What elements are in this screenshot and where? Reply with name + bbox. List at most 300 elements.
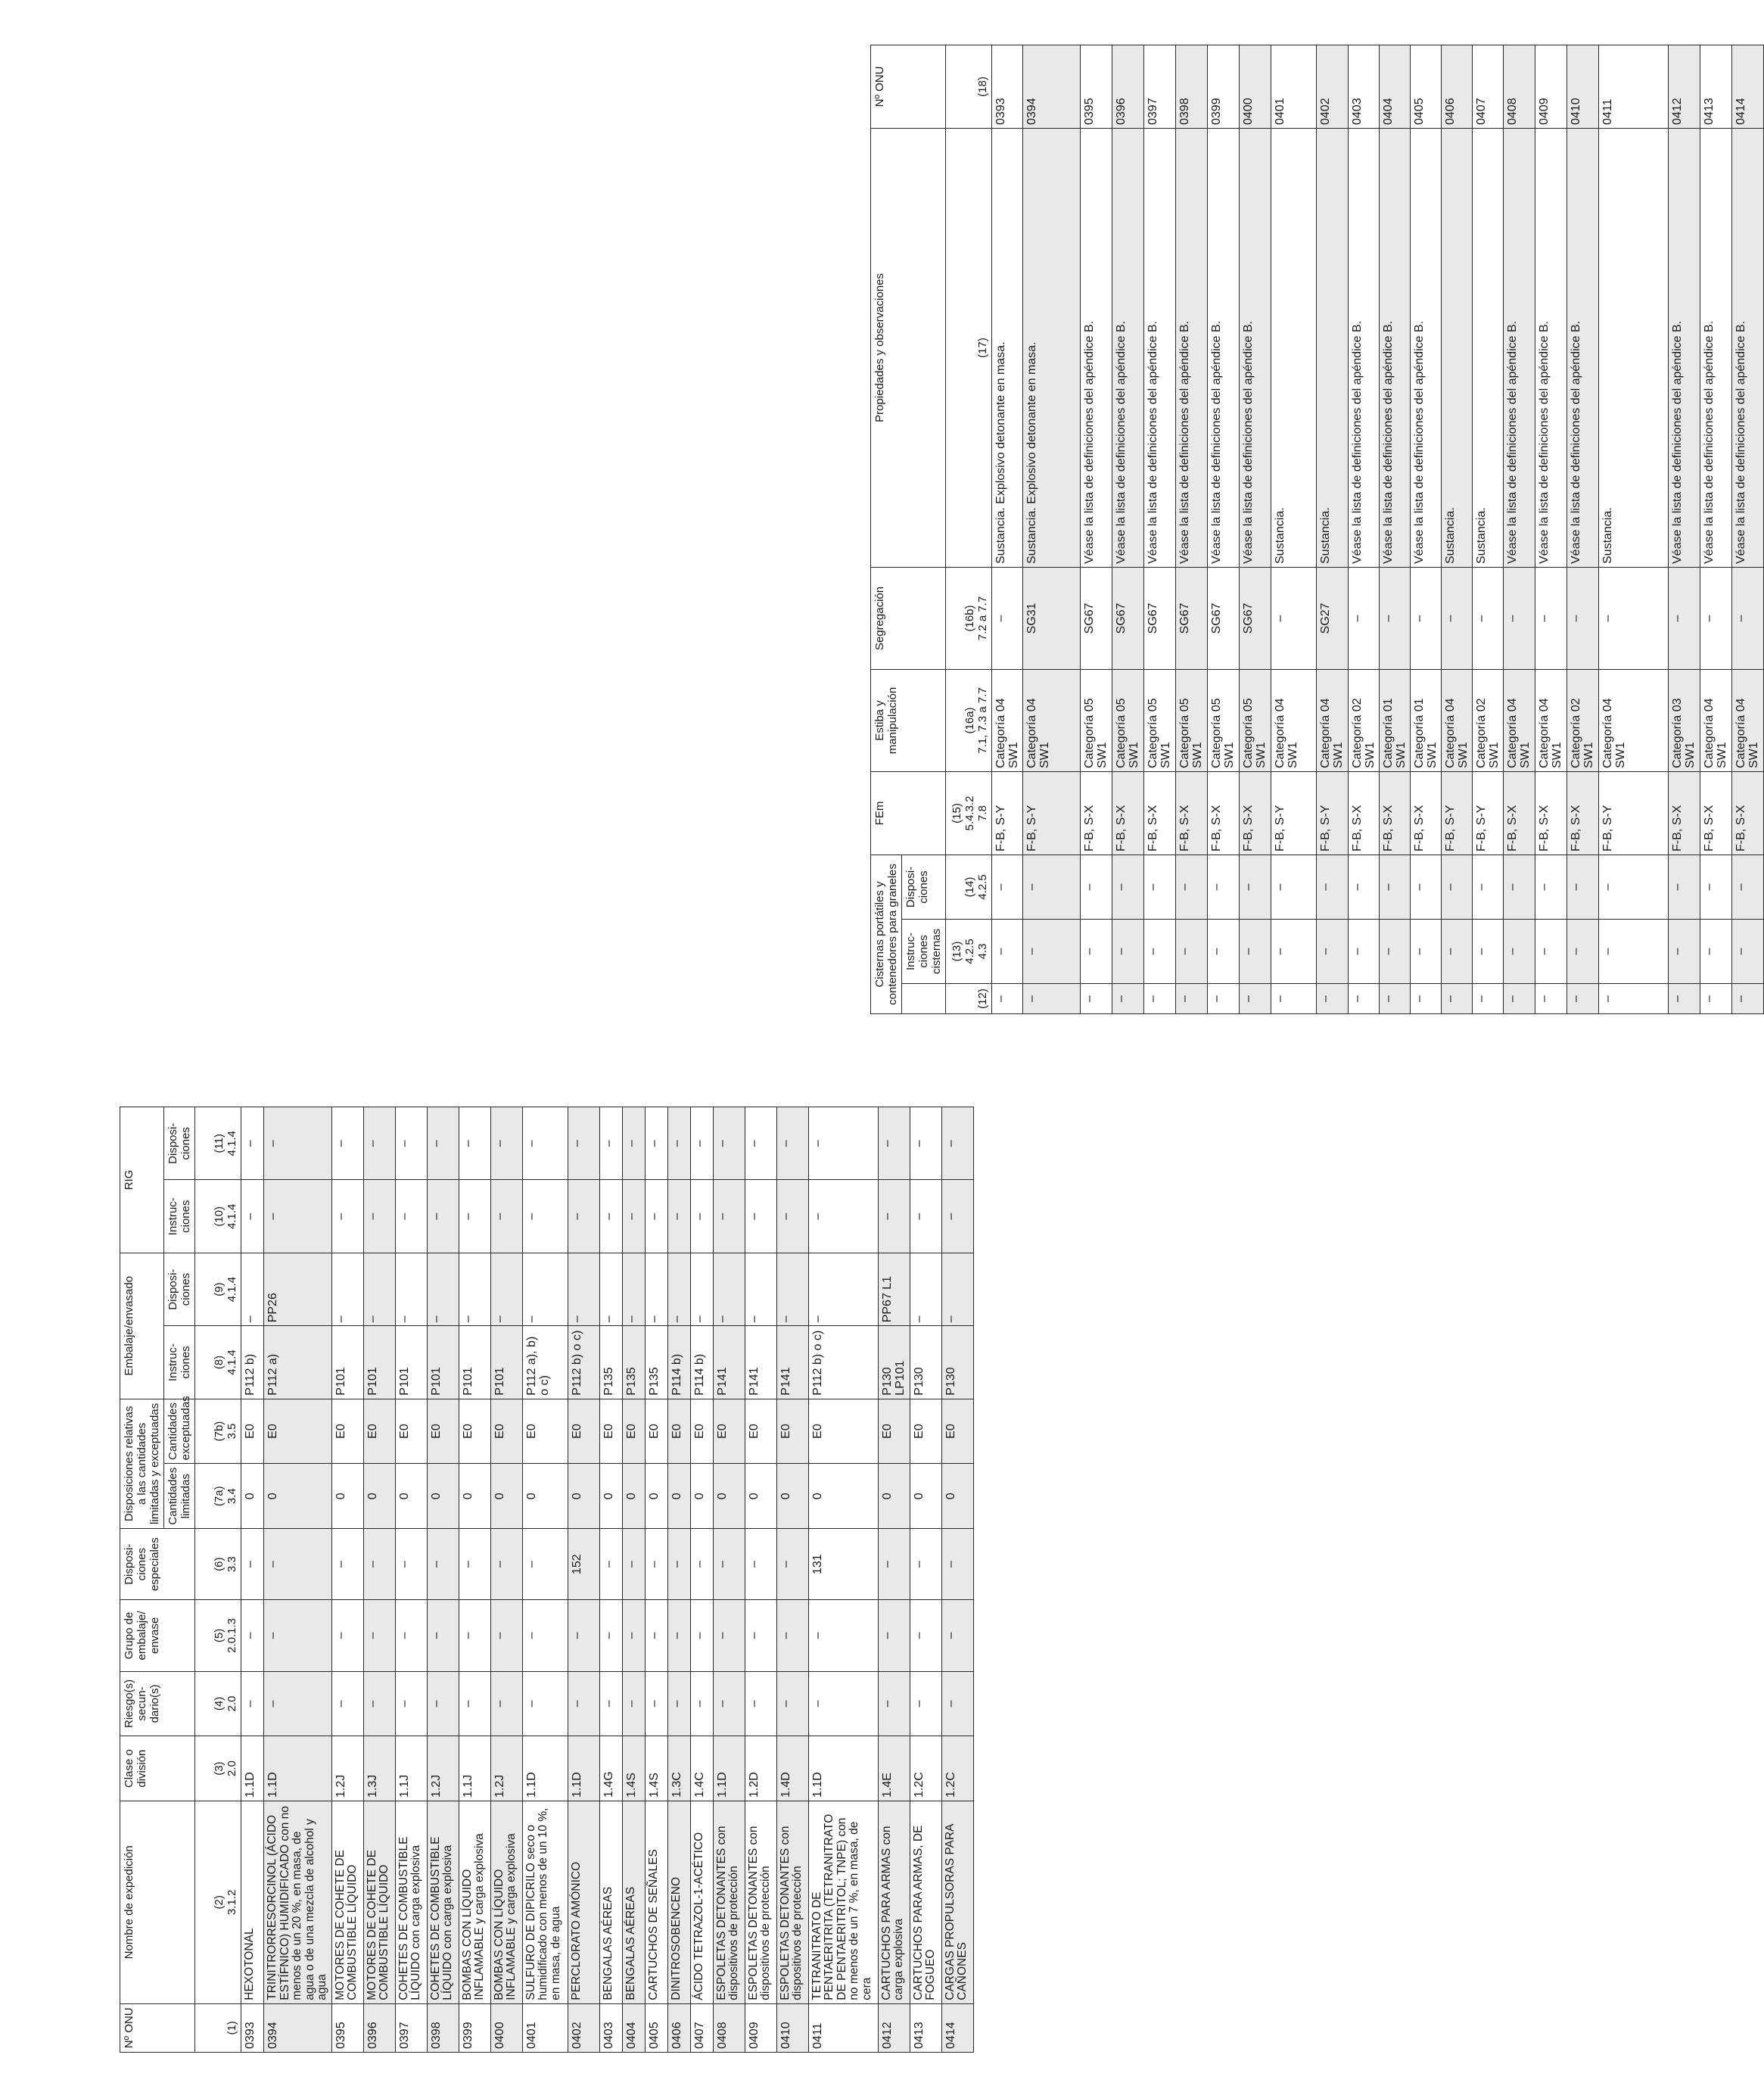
cell-c12: – bbox=[1349, 984, 1380, 1014]
cell-obs: Sustancia. Explosivo detonante en masa. bbox=[992, 129, 1023, 568]
table-row bbox=[1144, 45, 1176, 1014]
cell-lq: 0 bbox=[713, 1464, 745, 1529]
cell-c14: – bbox=[1081, 855, 1112, 920]
col-header-excepted-qty: Cantidades exceptuadas bbox=[164, 1399, 195, 1464]
cell-pp: – bbox=[941, 1253, 973, 1325]
cell-cls: 1.4G bbox=[599, 1736, 622, 1801]
cell-onu: 0411 bbox=[1599, 45, 1669, 129]
cell-cls: 1.2C bbox=[941, 1736, 973, 1801]
cell-onu: 0399 bbox=[1208, 45, 1240, 129]
cell-sp: – bbox=[645, 1529, 667, 1600]
cell-obs: Véase la lista de definiciones del apéndice B. bbox=[1732, 129, 1764, 568]
cell-pg: – bbox=[878, 1600, 910, 1671]
cell-lq: 0 bbox=[745, 1464, 776, 1529]
cell-pp: – bbox=[331, 1253, 363, 1325]
cell-cls: 1.1D bbox=[808, 1736, 878, 1801]
cell-name: CARGAS PROPULSORAS PARA CAÑONES bbox=[941, 1801, 973, 2003]
cell-pp: – bbox=[776, 1253, 808, 1325]
cell-pg: – bbox=[427, 1600, 459, 1671]
cell-seg: SG27 bbox=[1317, 568, 1349, 670]
cell-pi: P112 a) bbox=[264, 1326, 332, 1399]
cell-fem: F-B, S-X bbox=[1081, 772, 1112, 855]
cell-stow: Categoría 04 SW1 bbox=[1442, 670, 1473, 772]
cell-pg: – bbox=[522, 1600, 568, 1671]
cell-cls: 1.1D bbox=[713, 1736, 745, 1801]
cell-rp: – bbox=[941, 1107, 973, 1181]
cell-lq: 0 bbox=[776, 1464, 808, 1529]
cell-cls: 1.1J bbox=[459, 1736, 490, 1801]
cell-ri: – bbox=[713, 1180, 745, 1253]
cell-c14: – bbox=[1669, 855, 1700, 920]
table-row bbox=[1411, 45, 1442, 1014]
cell-onu: 0406 bbox=[667, 2003, 690, 2052]
cell-stow: Categoría 05 SW1 bbox=[1112, 670, 1144, 772]
cell-c13: – bbox=[1732, 920, 1764, 984]
cell-c14: – bbox=[1144, 855, 1176, 920]
cell-pi: P130 bbox=[910, 1326, 941, 1399]
cell-eq: E0 bbox=[713, 1399, 745, 1464]
cell-obs: Sustancia. bbox=[1271, 129, 1317, 568]
cell-rp: – bbox=[264, 1107, 332, 1181]
cell-c14: – bbox=[1349, 855, 1380, 920]
cell-pg: – bbox=[776, 1600, 808, 1671]
cell-ri: – bbox=[667, 1180, 690, 1253]
cell-ri: – bbox=[622, 1180, 645, 1253]
cell-c12: – bbox=[1567, 984, 1599, 1014]
cell-sec: – bbox=[331, 1671, 363, 1736]
cell-eq: E0 bbox=[599, 1399, 622, 1464]
cell-fem: F-B, S-X bbox=[1176, 772, 1208, 855]
cell-c14: – bbox=[1317, 855, 1349, 920]
cell-c14: – bbox=[1271, 855, 1317, 920]
cell-eq: E0 bbox=[776, 1399, 808, 1464]
cell-eq: E0 bbox=[941, 1399, 973, 1464]
cell-lq: 0 bbox=[331, 1464, 363, 1529]
cell-cls: 1.4S bbox=[645, 1736, 667, 1801]
cell-cls: 1.2D bbox=[745, 1736, 776, 1801]
table-row bbox=[395, 1107, 427, 2053]
cell-stow: Categoría 05 SW1 bbox=[1208, 670, 1240, 772]
table-row bbox=[1535, 45, 1567, 1014]
cell-seg: SG67 bbox=[1176, 568, 1208, 670]
cell-obs: Véase la lista de definiciones del apéndice B. bbox=[1700, 129, 1732, 568]
cell-c12: – bbox=[1208, 984, 1240, 1014]
cell-rp: – bbox=[713, 1107, 745, 1181]
col-num-15: (15) 5.4.3.2 7.8 bbox=[946, 772, 992, 855]
cell-sp: – bbox=[395, 1529, 427, 1600]
cell-obs: Véase la lista de definiciones del apéndice B. bbox=[1411, 129, 1442, 568]
cell-pp: – bbox=[395, 1253, 427, 1325]
cell-name: ESPOLETAS DETONANTES con dispositivos de protección bbox=[776, 1801, 808, 2003]
table-row bbox=[1599, 45, 1669, 1014]
cell-eq: E0 bbox=[910, 1399, 941, 1464]
cell-rp: – bbox=[808, 1107, 878, 1181]
cell-c13: – bbox=[1599, 920, 1669, 984]
table-row bbox=[1669, 45, 1700, 1014]
table-row bbox=[690, 1107, 713, 2053]
col-header-packing-group: Grupo de embalaje/ envase bbox=[120, 1600, 195, 1671]
cell-name: BOMBAS CON LÍQUIDO INFLAMABLE y carga explosiva bbox=[459, 1801, 490, 2003]
cell-pi: P135 bbox=[622, 1326, 645, 1399]
cell-lq: 0 bbox=[568, 1464, 599, 1529]
cell-stow: Categoría 05 SW1 bbox=[1081, 670, 1112, 772]
cell-c13: – bbox=[992, 920, 1023, 984]
cell-rp: – bbox=[522, 1107, 568, 1181]
cell-ri: – bbox=[427, 1180, 459, 1253]
cell-c13: – bbox=[1176, 920, 1208, 984]
cell-rp: – bbox=[745, 1107, 776, 1181]
cell-eq: E0 bbox=[808, 1399, 878, 1464]
cell-pg: – bbox=[808, 1600, 878, 1671]
cell-c13: – bbox=[1411, 920, 1442, 984]
cell-onu: 0412 bbox=[1669, 45, 1700, 129]
cell-lq: 0 bbox=[599, 1464, 622, 1529]
cell-obs: Véase la lista de definiciones del apéndice B. bbox=[1669, 129, 1700, 568]
cell-obs: Véase la lista de definiciones del apéndice B. bbox=[1567, 129, 1599, 568]
table-row bbox=[1567, 45, 1599, 1014]
cell-fem: F-B, S-X bbox=[1732, 772, 1764, 855]
cell-onu: 0395 bbox=[1081, 45, 1112, 129]
col-num-13: (13) 4.2.5 4.3 bbox=[946, 920, 992, 984]
cell-fem: F-B, S-X bbox=[1669, 772, 1700, 855]
cell-c12: – bbox=[1700, 984, 1732, 1014]
col-header-special-provisions: Disposi- ciones especiales bbox=[120, 1529, 195, 1600]
cell-onu: 0401 bbox=[1271, 45, 1317, 129]
cell-cls: 1.4D bbox=[776, 1736, 808, 1801]
cell-c14: – bbox=[1535, 855, 1567, 920]
cell-ri: – bbox=[878, 1180, 910, 1253]
cell-obs: Véase la lista de definiciones del apéndice B. bbox=[1240, 129, 1271, 568]
cell-sec: – bbox=[878, 1671, 910, 1736]
right-table-body bbox=[992, 45, 1764, 1014]
cell-c12: – bbox=[1442, 984, 1473, 1014]
cell-seg: – bbox=[1599, 568, 1669, 670]
cell-c14: – bbox=[1208, 855, 1240, 920]
cell-ri: – bbox=[568, 1180, 599, 1253]
table-row bbox=[667, 1107, 690, 2053]
cell-sp: – bbox=[910, 1529, 941, 1600]
cell-stow: Categoría 02 SW1 bbox=[1567, 670, 1599, 772]
cell-lq: 0 bbox=[522, 1464, 568, 1529]
cell-ri: – bbox=[522, 1180, 568, 1253]
table-row bbox=[745, 1107, 776, 2053]
table-row bbox=[1317, 45, 1349, 1014]
col-num-17: (17) bbox=[946, 129, 992, 568]
cell-pg: – bbox=[690, 1600, 713, 1671]
cell-obs: Véase la lista de definiciones del apéndice B. bbox=[1535, 129, 1567, 568]
cell-sp: – bbox=[490, 1529, 522, 1600]
col-num-11: (11) 4.1.4 bbox=[195, 1107, 241, 1181]
cell-onu: 0398 bbox=[427, 2003, 459, 2052]
cell-sec: – bbox=[459, 1671, 490, 1736]
cell-fem: F-B, S-X bbox=[1700, 772, 1732, 855]
cell-name: BENGALAS AÉREAS bbox=[622, 1801, 645, 2003]
cell-onu: 0410 bbox=[1567, 45, 1599, 129]
cell-onu: 0397 bbox=[395, 2003, 427, 2052]
cell-onu: 0409 bbox=[745, 2003, 776, 2052]
cell-onu: 0393 bbox=[992, 45, 1023, 129]
cell-fem: F-B, S-X bbox=[1411, 772, 1442, 855]
cell-name: SULFURO DE DIPICRILO seco o humidificado con menos de un 10 %, en masa, de agua bbox=[522, 1801, 568, 2003]
cell-onu: 0406 bbox=[1442, 45, 1473, 129]
cell-stow: Categoría 01 SW1 bbox=[1411, 670, 1442, 772]
cell-stow: Categoría 04 SW1 bbox=[1504, 670, 1535, 772]
cell-sec: – bbox=[808, 1671, 878, 1736]
cell-sec: – bbox=[568, 1671, 599, 1736]
cell-seg: – bbox=[1271, 568, 1317, 670]
cell-eq: E0 bbox=[645, 1399, 667, 1464]
table-row bbox=[568, 1107, 599, 2053]
cell-pp: – bbox=[622, 1253, 645, 1325]
cell-sec: – bbox=[622, 1671, 645, 1736]
cell-cls: 1.3J bbox=[363, 1736, 395, 1801]
cell-eq: E0 bbox=[363, 1399, 395, 1464]
cell-onu: 0409 bbox=[1535, 45, 1567, 129]
cell-rp: – bbox=[599, 1107, 622, 1181]
cell-sec: – bbox=[599, 1671, 622, 1736]
cell-ri: – bbox=[241, 1180, 264, 1253]
cell-pg: – bbox=[331, 1600, 363, 1671]
cell-lq: 0 bbox=[427, 1464, 459, 1529]
cell-sp: – bbox=[427, 1529, 459, 1600]
cell-sec: – bbox=[910, 1671, 941, 1736]
cell-pp: PP26 bbox=[264, 1253, 332, 1325]
col-num-12: (12) bbox=[946, 984, 992, 1014]
cell-onu: 0394 bbox=[264, 2003, 332, 2052]
table-row bbox=[459, 1107, 490, 2053]
cell-lq: 0 bbox=[622, 1464, 645, 1529]
cell-pi: P114 b) bbox=[690, 1326, 713, 1399]
cell-seg: SG67 bbox=[1081, 568, 1112, 670]
col-header-ibc: RIG bbox=[120, 1107, 164, 1253]
cell-c13: – bbox=[1473, 920, 1504, 984]
cell-lq: 0 bbox=[878, 1464, 910, 1529]
cell-pg: – bbox=[622, 1600, 645, 1671]
cell-sec: – bbox=[264, 1671, 332, 1736]
cell-c12: – bbox=[1144, 984, 1176, 1014]
cell-onu: 0414 bbox=[941, 2003, 973, 2052]
col-num-9: (9) 4.1.4 bbox=[195, 1253, 241, 1325]
cell-pp: – bbox=[568, 1253, 599, 1325]
col-header-packing-provisions: Disposi- ciones bbox=[164, 1253, 195, 1325]
cell-fem: F-B, S-Y bbox=[1317, 772, 1349, 855]
cell-sec: – bbox=[941, 1671, 973, 1736]
cell-sp: – bbox=[599, 1529, 622, 1600]
cell-eq: E0 bbox=[745, 1399, 776, 1464]
cell-stow: Categoría 04 SW1 bbox=[1535, 670, 1567, 772]
cell-c12: – bbox=[1599, 984, 1669, 1014]
cell-onu: 0397 bbox=[1144, 45, 1176, 129]
cell-obs: Véase la lista de definiciones del apéndice B. bbox=[1144, 129, 1176, 568]
table-row bbox=[992, 45, 1023, 1014]
cell-pi: P130 bbox=[941, 1326, 973, 1399]
cell-rp: – bbox=[331, 1107, 363, 1181]
cell-lq: 0 bbox=[808, 1464, 878, 1529]
table-row bbox=[599, 1107, 622, 2053]
col-header-packing: Embalaje/envasado bbox=[120, 1253, 164, 1399]
cell-ri: – bbox=[776, 1180, 808, 1253]
cell-sec: – bbox=[490, 1671, 522, 1736]
cell-onu: 0414 bbox=[1732, 45, 1764, 129]
table-row bbox=[1442, 45, 1473, 1014]
cell-sp: – bbox=[363, 1529, 395, 1600]
table-row bbox=[1732, 45, 1764, 1014]
table-row bbox=[1271, 45, 1317, 1014]
cell-stow: Categoría 02 SW1 bbox=[1349, 670, 1380, 772]
table-row bbox=[1349, 45, 1380, 1014]
cell-c14: – bbox=[1380, 855, 1411, 920]
cell-eq: E0 bbox=[264, 1399, 332, 1464]
left-table-body bbox=[241, 1107, 974, 2053]
cell-rp: – bbox=[645, 1107, 667, 1181]
cell-fem: F-B, S-X bbox=[1208, 772, 1240, 855]
cell-c14: – bbox=[992, 855, 1023, 920]
cell-onu: 0396 bbox=[363, 2003, 395, 2052]
cell-c13: – bbox=[1317, 920, 1349, 984]
cell-name: COHETES DE COMBUSTIBLE LÍQUIDO con carga explosiva bbox=[395, 1801, 427, 2003]
cell-cls: 1.2J bbox=[427, 1736, 459, 1801]
col-header-tank-instructions: Instruc- ciones cisternas bbox=[902, 920, 946, 984]
cell-c14: – bbox=[1700, 855, 1732, 920]
cell-rp: – bbox=[363, 1107, 395, 1181]
cell-ri: – bbox=[599, 1180, 622, 1253]
cell-cls: 1.2J bbox=[490, 1736, 522, 1801]
cell-pi: P101 bbox=[331, 1326, 363, 1399]
col-num-7a: (7a) 3.4 bbox=[195, 1464, 241, 1529]
cell-c12: – bbox=[1023, 984, 1081, 1014]
table-row bbox=[1081, 45, 1112, 1014]
cell-onu: 0411 bbox=[808, 2003, 878, 2052]
cell-pg: – bbox=[459, 1600, 490, 1671]
cell-pp: – bbox=[808, 1253, 878, 1325]
cell-seg: – bbox=[992, 568, 1023, 670]
col-header-ibc-provisions: Disposi- ciones bbox=[164, 1107, 195, 1181]
cell-seg: – bbox=[1535, 568, 1567, 670]
cell-onu: 0405 bbox=[645, 2003, 667, 2052]
cell-onu: 0394 bbox=[1023, 45, 1081, 129]
cell-onu: 0395 bbox=[331, 2003, 363, 2052]
cell-c13: – bbox=[1240, 920, 1271, 984]
cell-seg: SG67 bbox=[1112, 568, 1144, 670]
cell-pp: – bbox=[645, 1253, 667, 1325]
table-row bbox=[713, 1107, 745, 2053]
cell-pp: – bbox=[522, 1253, 568, 1325]
col-num-7b: (7b) 3.5 bbox=[195, 1399, 241, 1464]
col-header-ems: FEm bbox=[871, 772, 946, 855]
cell-sp: – bbox=[690, 1529, 713, 1600]
cell-name: BOMBAS CON LÍQUIDO INFLAMABLE y carga explosiva bbox=[490, 1801, 522, 2003]
cell-pg: – bbox=[395, 1600, 427, 1671]
cell-cls: 1.4S bbox=[622, 1736, 645, 1801]
cell-seg: – bbox=[1669, 568, 1700, 670]
cell-seg: – bbox=[1473, 568, 1504, 670]
cell-pi: P112 b) o c) bbox=[568, 1326, 599, 1399]
cell-pg: – bbox=[568, 1600, 599, 1671]
cell-onu: 0399 bbox=[459, 2003, 490, 2052]
col-header-segregation: Segregación bbox=[871, 568, 946, 670]
cell-c13: – bbox=[1208, 920, 1240, 984]
cell-pi: P141 bbox=[776, 1326, 808, 1399]
cell-sec: – bbox=[645, 1671, 667, 1736]
cell-c14: – bbox=[1023, 855, 1081, 920]
cell-c12: – bbox=[1473, 984, 1504, 1014]
cell-fem: F-B, S-X bbox=[1567, 772, 1599, 855]
cell-seg: – bbox=[1700, 568, 1732, 670]
col-header-packing-instructions: Instruc- ciones bbox=[164, 1326, 195, 1399]
cell-pp: – bbox=[427, 1253, 459, 1325]
cell-name: PERCLORATO AMÓNICO bbox=[568, 1801, 599, 2003]
table-row bbox=[363, 1107, 395, 2053]
cell-fem: F-B, S-X bbox=[1349, 772, 1380, 855]
cell-sp: – bbox=[331, 1529, 363, 1600]
cell-pg: – bbox=[745, 1600, 776, 1671]
cell-onu: 0404 bbox=[622, 2003, 645, 2052]
col-num-4: (4) 2.0 bbox=[195, 1671, 241, 1736]
cell-pp: – bbox=[910, 1253, 941, 1325]
cell-eq: E0 bbox=[878, 1399, 910, 1464]
cell-obs: Sustancia. bbox=[1473, 129, 1504, 568]
table-row bbox=[776, 1107, 808, 2053]
cell-pp: – bbox=[667, 1253, 690, 1325]
cell-pi: P112 b) o c) bbox=[808, 1326, 878, 1399]
cell-cls: 1.4C bbox=[690, 1736, 713, 1801]
cell-obs: Sustancia. bbox=[1442, 129, 1473, 568]
table-row bbox=[522, 1107, 568, 2053]
cell-ri: – bbox=[645, 1180, 667, 1253]
cell-rp: – bbox=[241, 1107, 264, 1181]
cell-stow: Categoría 04 SW1 bbox=[1023, 670, 1081, 772]
cell-pg: – bbox=[713, 1600, 745, 1671]
cell-ri: – bbox=[363, 1180, 395, 1253]
cell-sp: – bbox=[941, 1529, 973, 1600]
cell-stow: Categoría 05 SW1 bbox=[1144, 670, 1176, 772]
cell-obs: Véase la lista de definiciones del apéndice B. bbox=[1380, 129, 1411, 568]
cell-name: MOTORES DE COHETE DE COMBUSTIBLE LÍQUIDO bbox=[363, 1801, 395, 2003]
table-row bbox=[910, 1107, 941, 2053]
cell-seg: SG67 bbox=[1240, 568, 1271, 670]
cell-pi: P135 bbox=[599, 1326, 622, 1399]
cell-cls: 1.1D bbox=[264, 1736, 332, 1801]
dangerous-goods-table-left bbox=[120, 1107, 1346, 2053]
cell-pg: – bbox=[599, 1600, 622, 1671]
cell-c12: – bbox=[1535, 984, 1567, 1014]
table-row bbox=[1504, 45, 1535, 1014]
cell-onu: 0407 bbox=[690, 2003, 713, 2052]
cell-seg: – bbox=[1567, 568, 1599, 670]
cell-pi: P101 bbox=[459, 1326, 490, 1399]
table-row bbox=[1473, 45, 1504, 1014]
cell-cls: 1.4E bbox=[878, 1736, 910, 1801]
cell-rp: – bbox=[910, 1107, 941, 1181]
col-header-stowage: Estiba y manipulación bbox=[871, 670, 946, 772]
cell-onu: 0413 bbox=[910, 2003, 941, 2052]
cell-sp: – bbox=[622, 1529, 645, 1600]
col-header-properties: Propiedades y observaciones bbox=[871, 129, 946, 568]
cell-pp: – bbox=[745, 1253, 776, 1325]
cell-pp: – bbox=[599, 1253, 622, 1325]
cell-obs: Sustancia. Explosivo detonante en masa. bbox=[1023, 129, 1081, 568]
table-row bbox=[622, 1107, 645, 2053]
cell-pg: – bbox=[941, 1600, 973, 1671]
cell-eq: E0 bbox=[490, 1399, 522, 1464]
table-row bbox=[1240, 45, 1271, 1014]
cell-pg: – bbox=[363, 1600, 395, 1671]
cell-ri: – bbox=[490, 1180, 522, 1253]
cell-rp: – bbox=[622, 1107, 645, 1181]
cell-cls: 1.1J bbox=[395, 1736, 427, 1801]
cell-sp: – bbox=[667, 1529, 690, 1600]
cell-fem: F-B, S-X bbox=[1504, 772, 1535, 855]
